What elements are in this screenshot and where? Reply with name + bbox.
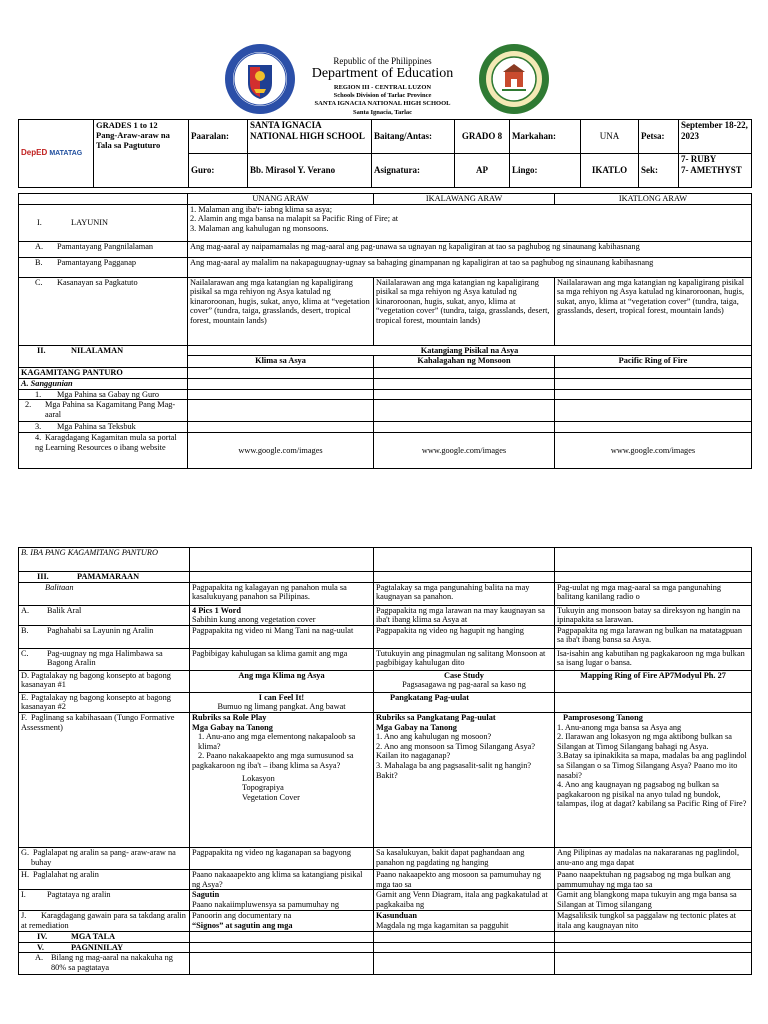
pagtataya-day2: Gamit ang Venn Diagram, itala ang pagkakatulad at pagkakaiba ng [374, 890, 555, 911]
dll-title: Pang-Araw-araw na Tala sa Pagtuturo [96, 130, 170, 150]
mga-tala-label [19, 932, 190, 943]
case-study-title: Case Study [444, 670, 484, 680]
sagutin-text: Paano nakaiimpluwensya sa pamumuhay ng [192, 899, 340, 909]
pagtataya-day1 [190, 890, 374, 911]
a-text: Pamantayang Pangnilalaman [57, 241, 154, 251]
pamantayang-pangnilalaman-label [19, 241, 188, 257]
teksbuk-day1 [188, 422, 374, 433]
pagtalakay-1-day2 [374, 670, 555, 692]
asignatura-label: Asignatura: [372, 154, 455, 188]
iba-pang-kagamitan: B. IBA PANG KAGAMITANG PANTURO [19, 548, 190, 572]
karagdagang-gawain-text: Karagdagang gawain para sa takdang aralin at remediation [21, 911, 186, 930]
sek-value [679, 154, 752, 188]
markahan-label: Markahan: [510, 120, 581, 154]
pagtalakay-2-label [19, 692, 190, 712]
karagdagang-gawain-label [19, 911, 190, 932]
gabay-guro-label [19, 389, 188, 400]
deped-logo: DepED [21, 148, 48, 158]
paglinang-label [19, 712, 190, 847]
nilalaman-title: Katangiang Pisikal na Asya [188, 345, 752, 356]
f-day1-q2b: pagkakaroon ng iba't – ibang klima sa Asya? [192, 760, 341, 770]
balik-aral-day2: Pagpapakita ng mga larawan na may kaugnayan sa iba't ibang klima sa Asya at [374, 605, 555, 625]
pagtalakay-2-num: E. [21, 692, 29, 702]
balitaan-label [19, 582, 190, 605]
pagtataya-day3: Gamit ang blangkong mapa tukuyin ang mga bansa sa Silangan at Timog silangang [555, 890, 752, 911]
markahan-value: UNA [581, 120, 639, 154]
mga-tala-num: IV. [37, 932, 48, 942]
gabay-guro-day3 [555, 389, 752, 400]
school-line: SANTA IGNACIA NATIONAL HIGH SCHOOL [314, 100, 451, 107]
a-label: A. [35, 241, 44, 251]
mag-aaral-day1 [188, 400, 374, 422]
paglinang-text: Paglinang sa kabihasaan (Tungo Formative Assessment) [21, 712, 175, 732]
pagtalakay-1-day1: Ang mga Klima ng Asya [190, 670, 374, 692]
paghahabi-num: B. [21, 625, 29, 635]
gabay-tanong-1: Mga Gabay na Tanong [192, 722, 273, 732]
paglinang-day2 [374, 712, 555, 847]
paglalapat-num: G. [21, 847, 30, 857]
layunin-items [188, 204, 752, 241]
pagninilay-day1 [190, 942, 374, 953]
day2-header: IKALAWANG ARAW [374, 194, 555, 205]
layunin-text: LAYUNIN [71, 217, 109, 227]
guro-label: Guro: [189, 154, 248, 188]
dll-title-cell [94, 120, 189, 188]
f-day1-q2: 2. Paano nakakaapekto ang mga sumusunod sa [198, 751, 354, 761]
balik-aral-num: A. [21, 605, 30, 615]
pagninilay-label [19, 942, 190, 953]
paglalapat-day2: Sa kasalukuyan, bakit dapat paghandaan ang panahon ng pagdating ng hanging [374, 847, 555, 869]
teksbuk-label [19, 422, 188, 433]
paglalapat-day1: Pagpapakita ng video ng kaganapan sa bagyong [190, 847, 374, 869]
paglalapat-day3: Ang Pilipinas ay madalas na nakararanas ng paglindol, anu-ano ang mga dapat [555, 847, 752, 869]
pamantayang-pagganap-value: Ang mag-aaral ay malalim na nakapaguugnay-ugnay sa bahaging ginampanan ng kapaligiran at tao sa paghubog ng sinaunang kabihasnang [188, 257, 752, 277]
balitaan-text: Balitaan [45, 582, 74, 592]
bilang-mag-aaral-label [19, 953, 190, 975]
lingo-label: Lingo: [510, 154, 581, 188]
objective-3: 3. Malaman ang kahulugan ng monsoons. [190, 223, 329, 233]
pagtataya-text: Pagtataya ng aralin [47, 890, 111, 900]
rubriks-pangkatang: Rubriks sa Pangkatang Pag-uulat [376, 712, 496, 722]
sek-label: Sek: [639, 154, 679, 188]
pamamaraan-day1 [190, 572, 374, 583]
teksbuk-text: Mga Pahina sa Teksbuk [57, 422, 136, 432]
kagamitan-label: KAGAMITANG PANTURO [19, 368, 188, 379]
karagdagang-text: Karagdagang Kagamitan mula sa portal ng Learning Resources o ibang website [35, 432, 177, 452]
nilalaman-day2: Kahalagahan ng Monsoon [374, 356, 555, 368]
gabay-tanong-2: Mga Gabay na Tanong [376, 722, 457, 732]
topograpiya: Topograpiya [242, 783, 284, 793]
karagdagang-gawain-day2 [374, 911, 555, 932]
pag-uugnay-day2: Tutukuyin ang pinagmulan ng salitang Monsoon at pagbibigay kahulugan dito [374, 648, 555, 670]
sanggunian-day1 [188, 379, 374, 390]
nilalaman-num: II. [37, 345, 46, 355]
i-can-feel-it-text: Bumuo ng limang pangkat. Ang bawat [217, 702, 346, 712]
pagninilay-text: PAGNINILAY [71, 942, 124, 952]
mga-tala-day2 [374, 932, 555, 943]
pamprosesong-tanong: Pamprosesong Tanong [563, 712, 643, 722]
lokasyon: Lokasyon [242, 773, 275, 783]
pamamaraan-day3 [555, 572, 752, 583]
kasanayan-day2: Nailalarawan ang mga katangian ng kapaligirang pisikal sa mga rehiyon ng Asya katulad ng kinaroroonan, hugis, sukat, anyo, klima at “vegetation cover” (tundra, taiga, grasslands, desert, tropical forest, mountain lands) [374, 277, 555, 345]
nilalaman-text: NILALAMAN [71, 345, 124, 355]
bilang-num: A. [35, 953, 44, 963]
paglinang-num: F. [21, 712, 28, 722]
paglalahat-day3: Paano naapektuhan ng pagsabog ng mga bulkan ang pammumuhay ng mga tao sa [555, 869, 752, 889]
balik-aral-day1-title: 4 Pics 1 Word [192, 605, 241, 615]
paglalapat-text: Paglalapat ng aralin sa pang- araw-araw na buhay [31, 847, 176, 867]
kasanayan-label [19, 277, 188, 345]
balitaan-day3: Pag-uulat ng mga mag-aaral sa mga pangunahing balitang kanilang radio o [555, 582, 752, 605]
paglalapat-label [19, 847, 190, 869]
pag-uugnay-text: Pag-uugnay ng mga Halimbawa sa Bagong Aralin [47, 648, 163, 668]
corner-cell [19, 194, 188, 205]
objective-1: 1. Malaman ang iba't- iabng klima sa asya; [190, 204, 333, 214]
balitaan-day2: Pagtalakay sa mga pangunahing balita na may kaugnayan sa panahon. [374, 582, 555, 605]
objective-2: 2. Alamin ang mga bansa na malapit sa Pacific Ring of Fire; at [190, 214, 399, 224]
pagtalakay-1-num: D. [21, 670, 30, 680]
pagtalakay-2-text: Pagtalakay ng bagong konsepto at bagong kasanayan #2 [21, 692, 171, 712]
info-table [18, 119, 752, 188]
asignatura-value: AP [455, 154, 510, 188]
mga-tala-day1 [190, 932, 374, 943]
vegetation-cover: Vegetation Cover [242, 792, 300, 802]
i-can-feel-it-title: I can Feel It! [258, 692, 305, 702]
kagamitang-mag-aaral-label [19, 400, 188, 422]
department-title: Department of Education [311, 66, 454, 81]
pamantayang-pagganap-label [19, 257, 188, 277]
balik-aral-label [19, 605, 190, 625]
paghahabi-text: Paghahabi sa Layunin ng Aralin [47, 625, 154, 635]
baitang-label: Baitang/Antas: [372, 120, 455, 154]
f-day3-q4: 4. Ano ang kaugnayan ng pagsabog ng bulkan sa pagkakaroon ng pisikal na anyo tulad ng bundok, talampas, ilog at dagat? kabilang sa Pacific Ring of Fire? [557, 780, 747, 809]
kasanayan-day1: Nailalarawan ang mga katangian ng kapaligirang pisikal sa mga rehiyon ng Asya katulad ng kinaroroonan, hugis, sukat, anyo, klima at “vegetation cover” (tundra, taiga, grasslands, desert, tropical forest, mountain lands) [188, 277, 374, 345]
gabay-guro-day2 [374, 389, 555, 400]
case-study-text: Pagsasagawa ng pag-aaral sa kaso ng [402, 680, 526, 690]
sagutin-title: Sagutin [192, 890, 220, 900]
c-label: C. [35, 277, 43, 287]
teksbuk-day3 [555, 422, 752, 433]
iba-pang-day1 [190, 548, 374, 572]
c-text: Kasanayan sa Pagkatuto [57, 277, 138, 287]
paglalahat-num: H. [21, 869, 30, 879]
paaralan-value: SANTA IGNACIA NATIONAL HIGH SCHOOL [248, 120, 372, 154]
pagninilay-day2 [374, 942, 555, 953]
rubriks-role-play: Rubriks sa Role Play [192, 712, 267, 722]
balik-aral-text: Balik Aral [47, 605, 82, 615]
website-day2[interactable]: www.google.com/images [374, 432, 555, 468]
paghahabi-label [19, 625, 190, 648]
f-day2-q3: 3. Mahalaga ba ang pagsasalit-salit ng hangin? Bakit? [376, 760, 532, 780]
bilang-day2 [374, 953, 555, 975]
sanggunian-label: A. Sanggunian [19, 379, 188, 390]
f-day3-q1: 1. Anu-anong mga bansa sa Asya ang [557, 722, 682, 732]
mag-aaral-day2 [374, 400, 555, 422]
bilang-day1 [190, 953, 374, 975]
pagtataya-label [19, 890, 190, 911]
republic-line: Republic of the Philippines [333, 56, 432, 66]
guro-value: Bb. Mirasol Y. Verano [248, 154, 372, 188]
karagdagang-gawain-num: J. [21, 911, 27, 921]
teksbuk-day2 [374, 422, 555, 433]
f-day1-q1: 1. Anu-ano ang mga elementong nakapaloob sa klima? [198, 732, 356, 751]
pagninilay-day3 [555, 942, 752, 953]
pamantayang-pangnilalaman-value: Ang mag-aaral ay naipamamalas ng mag-aaral ang pag-unawa sa ugnayan ng kapaligiran at tao sa paghubog ng sinaunang kabihasnang [188, 241, 752, 257]
paglalahat-label [19, 869, 190, 889]
kagamitan-day1 [188, 368, 374, 379]
sanggunian-day2 [374, 379, 555, 390]
teksbuk-num: 3. [35, 422, 42, 432]
petsa-label: Petsa: [639, 120, 679, 154]
iba-pang-day3 [555, 548, 752, 572]
mag-aaral-day3 [555, 400, 752, 422]
kagamitan-day2 [374, 368, 555, 379]
town-line: Santa Ignacia, Tarlac [352, 109, 413, 116]
pagtataya-num: I. [21, 890, 26, 900]
pag-uugnay-num: C. [21, 648, 29, 658]
paglalahat-text: Paglalahat ng aralin [33, 869, 99, 879]
nilalaman-day3: Pacific Ring of Fire [555, 356, 752, 368]
nilalaman-label [19, 345, 188, 368]
website-day1[interactable]: www.google.com/images [188, 432, 374, 468]
sanggunian-day3 [555, 379, 752, 390]
baitang-value: GRADO 8 [455, 120, 510, 154]
pamamaraan-day2 [374, 572, 555, 583]
pag-uugnay-day3: Isa-isahin ang kabutihan ng pagkakaroon ng mga bulkan sa isang lugar o bansa. [555, 648, 752, 670]
b-text: Pamantayang Pagganap [57, 257, 137, 267]
section-1: 7- RUBY [681, 154, 717, 164]
paaralan-label: Paaralan: [189, 120, 248, 154]
mga-tala-day3 [555, 932, 752, 943]
matatag-logo: MATATAG [49, 150, 83, 158]
paglinang-day1 [190, 712, 374, 847]
f-day2-q1: 1. Ano ang kahulugan ng mosoon? [376, 732, 492, 742]
b-label: B. [35, 257, 43, 267]
karagdagang-num: 4. [35, 432, 42, 442]
kagamitan-day3 [555, 368, 752, 379]
paglalahat-day1: Paano nakaaapekto ang klima sa katangiang pisikal ng Asya? [190, 869, 374, 889]
documentary-text: Panoorin ang documentary na [192, 911, 292, 921]
gabay-guro-text: Mga Pahina sa Gabay ng Guro [57, 389, 160, 399]
mag-aaral-num: 2. [25, 400, 32, 410]
day3-header: IKATLONG ARAW [555, 194, 752, 205]
mag-aaral-text: Mga Pahina sa Kagamitang Pang Mag-aaral [45, 400, 176, 419]
layunin-label [19, 204, 188, 241]
balik-aral-day1-text: Sabihin kung anong vegetation cover [192, 615, 316, 625]
pamamaraan-num: III. [37, 572, 49, 581]
region-line: REGION III - CENTRAL LUZON [333, 84, 432, 91]
signos-text: “Signos” at sagutin ang mga [192, 920, 293, 930]
f-day2-q2: 2. Ano ang monsoon sa Timog Silangang Asya? Kailan ito nagaganap? [376, 741, 536, 761]
pagtalakay-2-day1 [190, 692, 374, 712]
pamamaraan-label [19, 572, 190, 583]
balitaan-day1: Pagpapakita ng kalagayan ng panahon mula sa kasalukuyang panahon sa Pilipinas. [190, 582, 374, 605]
lingo-value: IKATLO [581, 154, 639, 188]
pangkatang-pag-uulat: Pangkatang Pag-uulat [390, 692, 470, 702]
paghahabi-day1: Pagpapakita ng video ni Mang Tani na nag-uulat [190, 625, 374, 648]
bilang-text: Bilang ng mag-aaral na nakakuha ng 80% sa pagtataya [51, 953, 173, 972]
kasunduan-title: Kasunduan [376, 911, 418, 921]
balik-aral-day1 [190, 605, 374, 625]
website-day3[interactable]: www.google.com/images [555, 432, 752, 468]
pagtalakay-2-day2 [374, 692, 555, 712]
paghahabi-day2: Pagpapakita ng video ng hagupit ng hanging [374, 625, 555, 648]
section-2: 7- AMETHYST [681, 165, 742, 175]
paglalahat-day2: Paano nakaapekto ang mosoon sa pamumuhay ng mga tao sa [374, 869, 555, 889]
f-day3-q3: 3.Batay sa ipinakikita sa mapa, madalas ba ang paglindol sa Silangan o sa Timog Silangang Asya? Paano mo ito nasabi? [557, 751, 747, 780]
paghahabi-day3: Pagpapakita ng mga larawan ng bulkan na matatagpuan sa iba't ibang bansa sa Asya. [555, 625, 752, 648]
gabay-guro-day1 [188, 389, 374, 400]
day1-header: UNANG ARAW [188, 194, 374, 205]
bilang-day3 [555, 953, 752, 975]
kasunduan-text: Magdala ng mga kagamitan sa pagguhit [376, 920, 509, 930]
objectives-table [18, 193, 752, 469]
nilalaman-day1: Klima sa Asya [188, 356, 374, 368]
logo-cell [19, 120, 94, 188]
balik-aral-day3: Tukuyin ang monsoon batay sa direksyon ng hangin na ipinapakita sa larawan. [555, 605, 752, 625]
pagtalakay-1-label [19, 670, 190, 692]
grades-label: GRADES 1 to 12 [96, 120, 158, 130]
karagdagang-kagamitan-label [19, 432, 188, 468]
pagninilay-num: V. [37, 942, 44, 952]
kasanayan-day3: Nailalarawan ang mga katangian ng kapaligirang pisikal sa mga rehiyon ng Asya katulad ng kinaroroonan, hugis, sukat, anyo, klima at “vegetation cover” (tundra, taiga, grasslands, desert, tropical forest, mountain lands) [555, 277, 752, 345]
karagdagang-gawain-day3: Magsaliksik tungkol sa paggalaw ng tectonic plates at itala ang kaugnayan nito [555, 911, 752, 932]
iba-pang-day2 [374, 548, 555, 572]
layunin-num: I. [37, 217, 42, 227]
mga-tala-text: MGA TALA [71, 932, 116, 942]
pagtalakay-2-day3 [555, 692, 752, 712]
paglinang-day3 [555, 712, 752, 847]
f-day3-q2: 2. Ilarawan ang lokasyon ng mga aktibong bulkan sa Silangan at Timog Silangang bahagi ng Asya. [557, 732, 732, 751]
pag-uugnay-label [19, 648, 190, 670]
pagtalakay-1-day3: Mapping Ring of Fire AP7Modyul Ph. 27 [555, 670, 752, 692]
pagtalakay-1-text: Pagtalakay ng bagong konsepto at bagong kasanayan #1 [21, 670, 171, 690]
gabay-guro-num: 1. [35, 389, 42, 399]
karagdagang-gawain-day1 [190, 911, 374, 932]
pag-uugnay-day1: Pagbibigay kahulugan sa klima gamit ang mga [190, 648, 374, 670]
petsa-value: September 18-22, 2023 [679, 120, 752, 154]
pamamaraan-text: PAMAMARAAN [77, 572, 140, 581]
procedure-table [18, 547, 752, 975]
division-line: Schools Division of Tarlac Province [333, 92, 432, 99]
